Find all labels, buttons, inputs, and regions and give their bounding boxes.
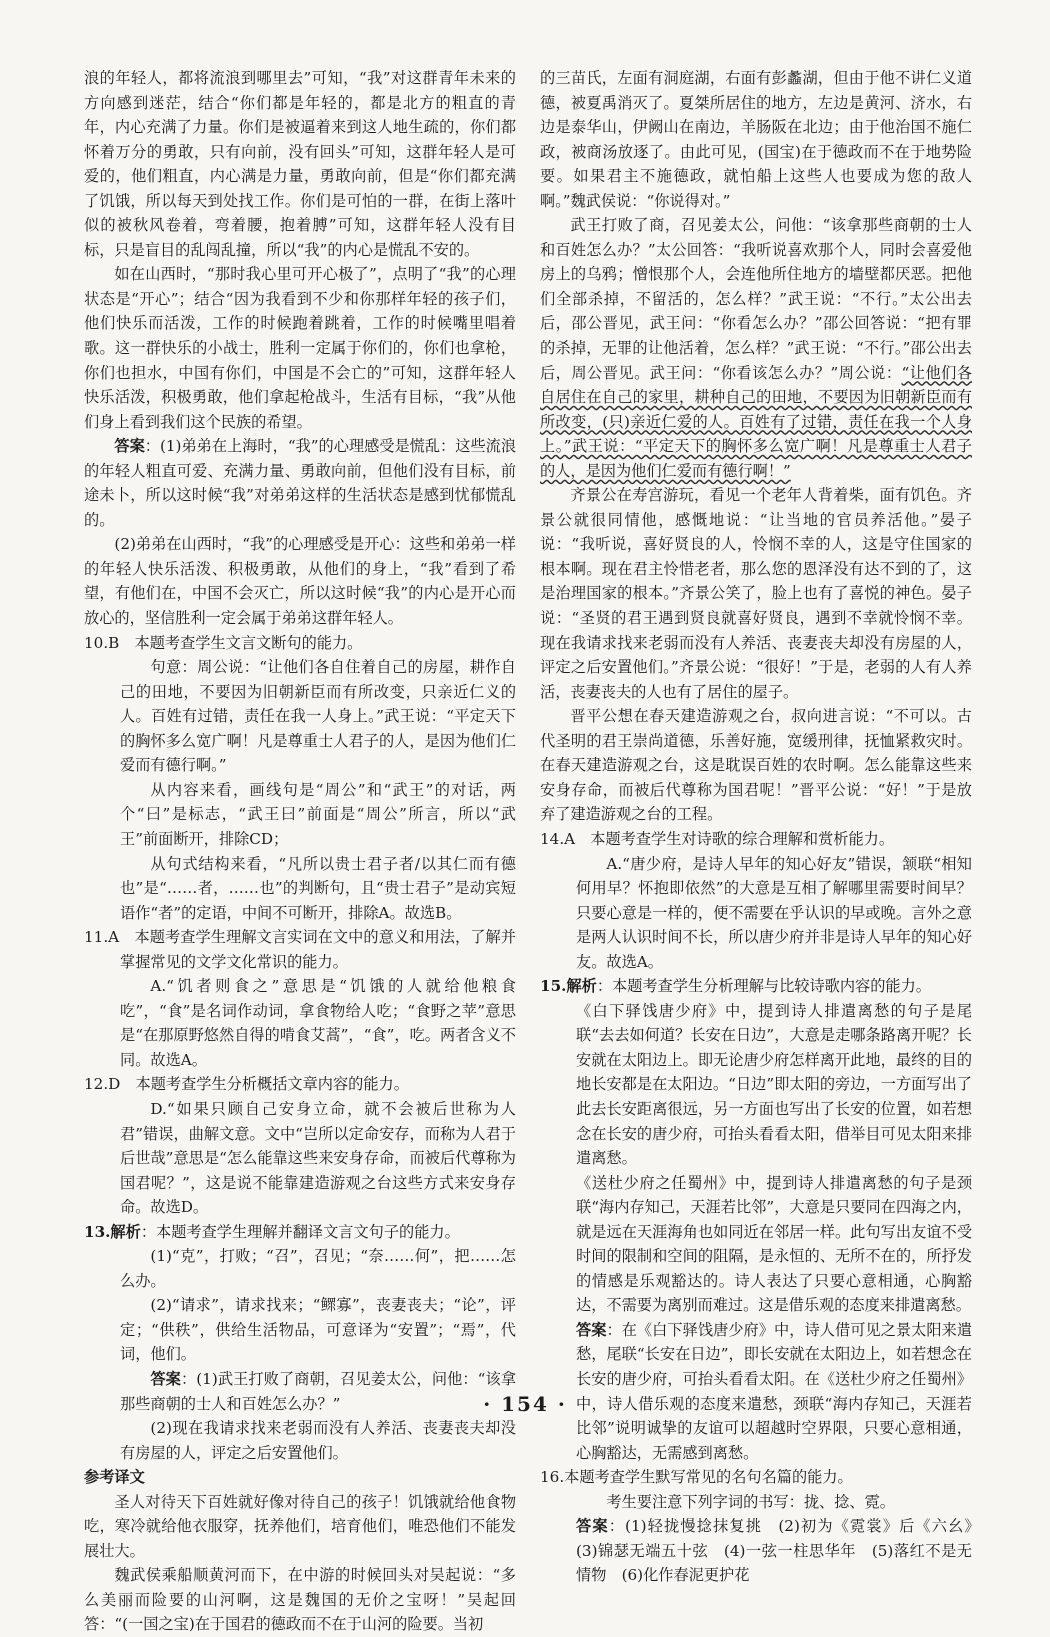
q13-analysis-1: (1)“克”，打败；“召”，召见；“奈……何”，把……怎么办。 (120, 1247, 516, 1290)
q10-content-analysis: 从内容来看，画线句是“周公”和“武王”的对话，两个“曰”是标志，“武王曰”前面是“周公”所言，所以“武王”前面断开，排除CD； (120, 780, 516, 848)
answer-label: 答案 (114, 437, 145, 456)
right-column (540, 66, 988, 1588)
q10-structure-analysis: 从句式结构来看，“凡所以贵士君子者/以其仁而有德也”是“……者，……也”的判断句，且“贵士君子”是动宾短语作“者”的定语，中间不可断开，排除A。故选B。 (120, 854, 516, 922)
reference-translation-p2: 魏武侯乘船顺黄河而下，在中游的时候回头对吴起说：“多么美丽而险要的山河啊，这是魏国的无价之宝呀！”吴起回答：“(一国之宝)在于国君的德政而不在于山河的险要。当初 (84, 1566, 516, 1634)
answer-label: 答案 (576, 1517, 609, 1536)
q16-heading: 16.本题考查学生默写常见的名句名篇的能力。 (540, 1468, 853, 1487)
answer-label: 答案 (576, 1320, 607, 1339)
q15-analysis-1: 《白下驿饯唐少府》中，提到诗人排遣离愁的句子是尾联“去去如何道？长安在日边”，大意是走哪条路离开呢？长安就在太阳边上。即无论唐少府怎样离开此地，最终的目的地长安都是在太阳边。“日边”即太阳的旁边，一方面写出了此去长安距离很远，另一方面也写出了长安的位置，如若想念在长安的唐少府，可抬头看看太阳，借举目可见太阳来排遣离愁。 (576, 1001, 972, 1168)
translation-jinggong: 齐景公在寿宫游玩，看见一个老年人背着柴，面有饥色。齐景公就很同情他，感慨地说：“让当地的官员养活他。”晏子说：“我听说，喜好贤良的人，怜悯不幸的人，这是守住国家的根本啊。现在君主怜惜老者，那么您的恩泽没有达不到的了，这是治理国家的根本。”齐景公笑了，脸上也有了喜悦的神色。晏子说：“圣贤的君王遇到贤良就喜好贤良，遇到不幸就怜悯不幸。现在我请求找来老弱而没有人养活、丧妻丧夫却没有房屋的人，评定之后安置他们。”齐景公说：“很好！”于是，老弱的人有人养活，丧妻丧夫的人也有了居住的屋子。 (540, 486, 972, 701)
q12-analysis: D.“如果只顾自己安身立命，就不会被后世称为人君”错误，曲解文意。文中“岂所以定命安存，而称为人君于后世哉”意思是“怎么能靠这些来安身存命，而被后代尊称为国君呢？”，这是说不能靠建造游观之台这些方式来安身存命。故选D。 (120, 1099, 516, 1217)
underlined-sentence: “让他们各自居住在自己的家里，耕种自己的田地，不要因为旧朝新臣而有所改变，(只)亲近仁爱的人。百姓有了过错，责任在我一个人身上。”武王说：“平定天下的胸怀多么宽广啊！凡是尊重士人君子的人，是因为他们仁爱而有德行啊！” (540, 363, 973, 480)
translation-wuwang: 武王打败了商，召见姜太公，问他：“该拿那些商朝的士人和百姓怎么办？”太公回答：“我听说喜欢那个人，同时会喜爱他房上的乌鸦；憎恨那个人，会连他所住地方的墙壁都厌恶。把他们全部杀掉，不留活的，怎么样？”武王说：“不行。”太公出去后，邵公晋见，武王问：“你看怎么办？”邵公回答说：“把有罪的杀掉，无罪的让他活着，怎么样？”武王说：“不行。”邵公出去后，周公晋见。武王问：“你看该怎么办？”周公说：“让他们各自居住在自己的家里，耕种自己的田地，不要因为旧朝新臣而有所改变，(只)亲近仁爱的人。百姓有了过错，责任在我一个人身上。”武王说：“平定天下的胸怀多么宽广啊！凡是尊重士人君子的人，是因为他们仁爱而有德行啊！” (540, 216, 973, 480)
q12-heading: 12.D 本题考查学生分析概括文章内容的能力。 (84, 1075, 409, 1094)
q9-analysis-shanghai: 浪的年轻人，都将流浪到哪里去”可知，“我”对这群青年未来的方向感到迷茫，结合“你们都是年轻的，都是北方的粗直的青年，内心充满了力量。你们是被逼着来到这人地生疏的，你们都怀着万分的勇敢，只有向前，没有回头”可知，这群年轻人是可爱的，他们粗直，内心满是力量，勇敢向前，但是“你们都充满了饥饿，所以每天到处找工作。你们是可怕的一群，在街上落叶似的被秋风卷着，弯着腰，抱着膊”可知，这群年轻人没有目标，只是盲目的乱闯乱撞，所以“我”的内心是慌乱不安的。 (84, 69, 516, 259)
q13-answer-2: (2)现在我请求找来老弱而没有人养活、丧妻丧夫却没有房屋的人，评定之后安置他们。 (120, 1419, 516, 1462)
q15-heading: 15.解析：本题考查学生分析理解与比较诗歌内容的能力。 (540, 977, 931, 996)
q9-answer-2: (2)弟弟在山西时，“我”的心理感受是开心：这些和弟弟一样的年轻人快乐活泼、积极勇敢，从他们的身上，“我”看到了希望，有他们在，中国不会灭亡，所以这时候“我”的内心是开心而放心的，坚信胜利一定会属于弟弟这群年轻人。 (84, 535, 516, 628)
q13-analysis-2: (2)“请求”，请求找来；“鳏寡”，丧妻丧夫；“论”，评定；“供秩”，供给生活物品，可意译为“安置”；“焉”，代词，他们。 (120, 1296, 516, 1364)
q9-answer-1: 答案：(1)弟弟在上海时，“我”的心理感受是慌乱：这些流浪的年轻人粗直可爱、充满力量、勇敢向前，但他们没有目标，前途未卜，所以这时候“我”对弟弟这样的生活状态是感到忧郁慌乱的。 (84, 437, 517, 529)
q11-analysis: A.“饥者则食之”意思是“饥饿的人就给他粮食吃”，“食”是名词作动词，拿食物给人吃；“食野之苹”意思是“在那原野悠然自得的啃食艾蒿”，“食”，吃。两者含义不同。故选A。 (120, 977, 516, 1069)
q13-answer-1: 答案：(1)武王打败了商朝，召见姜太公，问他：“该拿那些商朝的士人和百姓怎么办？” (120, 1369, 517, 1413)
translation-pinggong: 晋平公想在春天建造游观之台，叔向进言说：“不可以。古代圣明的君王崇尚道德，乐善好施，宽缓刑律，抚恤紧救灾时。在春天建造游观之台，这是耽误百姓的农时啊。怎么能靠这些来安身存命，而被后代尊称为国君呢！”晋平公说：“好！”于是放弃了建造游观之台的工程。 (540, 707, 972, 824)
translation-continued: 的三苗氏，左面有洞庭湖，右面有彭蠡湖，但由于他不讲仁义道德，被夏禹消灭了。夏桀所居住的地方，左边是黄河、济水，右边是泰华山，伊阙山在南边，羊肠阪在北边；由于他治国不施仁政，被商汤放逐了。由此可见，(国宝)在于德政而不在于地势险要。如果君主不施德政，就怕船上这些人也要成为您的敌人啊。”魏武侯说：“你说得对。” (540, 69, 972, 210)
q15-analysis-2: 《送杜少府之任蜀州》中，提到诗人排遣离愁的句子是颈联“海内存知己，天涯若比邻”，大意是只要同在四海之内，就是远在天涯海角也如同近在邻居一样。此句写出友谊不受时间的限制和空间的阻隔，是永恒的、无所不在的，所抒发的情感是乐观豁达的。诗人表达了只要心意相通，心胸豁达，不需要为离别而难过。这是借乐观的态度来排遣离愁。 (576, 1173, 972, 1315)
q10-sentence-meaning: 句意：周公说：“让他们各自住着自己的房屋，耕作自己的田地，不要因为旧朝新臣而有所改变，只亲近仁义的人。百姓有过错，责任在我一人身上。”武王说：“平定天下的胸怀多么宽广啊！凡是尊重士人君子的人，是因为他们仁爱而有德行啊。” (120, 658, 516, 775)
q11-heading: 11.A 本题考查学生理解文言实词在文中的意义和用法，了解并掌握常见的文学文化常识的能力。 (84, 928, 516, 971)
answer-label: 答案 (150, 1369, 181, 1388)
page-number: · 154 · (483, 1392, 567, 1416)
q16-answer: 答案：(1)轻拢慢捻抹复挑 (2)初为《霓裳》后《六幺》 (3)锦瑟无端五十弦 (4)一弦一柱思华年 (5)落红不是无情物 (6)化作春泥更护花 (576, 1517, 988, 1585)
q15-answer: 答案：在《白下驿饯唐少府》中，诗人借可见之景太阳来遣愁，尾联“长安在日边”，即长安就在太阳边上，如若想念在长安的唐少府，可抬头看看太阳。在《送杜少府之任蜀州》中，诗人借乐观的态度来遣愁，颈联“海内存知己，天涯若比邻”说明诚挚的友谊可以超越时空界限，只要心意相通，心胸豁达，无需感到离愁。 (576, 1320, 973, 1462)
q16-note: 考生要注意下列字词的书写：拢、捻、霓。 (606, 1492, 895, 1511)
reference-translation-title: 参考译文 (84, 1468, 145, 1487)
q9-analysis-shanxi: 如在山西时，“那时我心里可开心极了”，点明了“我”的心理状态是“开心”；结合“因为我看到不少和你那样年轻的孩子们，他们快乐而活泼，工作的时候跑着跳着，工作的时候嘴里唱着歌。这一群快乐的小战士，胜利一定属于你们的，你们也拿枪，你们也担水，中国有你们，中国是不会亡的”可知，这群年轻人快乐活泼，积极勇敢，他们拿起枪战斗，生活有目标，“我”从他们身上看到我们这个民族的希望。 (84, 265, 516, 431)
reference-translation-p1: 圣人对待天下百姓就好像对待自己的孩子！饥饿就给他食物吃，寒冷就给他衣服穿，抚养他们，培育他们，唯恐他们不能发展壮大。 (84, 1492, 516, 1560)
q10-heading: 10.B 本题考查学生文言文断句的能力。 (84, 633, 363, 652)
q13-heading: 13.解析：本题考查学生理解并翻译文言文句子的能力。 (84, 1222, 460, 1241)
q14-analysis: A.“唐少府，是诗人早年的知心好友”错误，颔联“相知何用早？怀抱即依然”的大意是互相了解哪里需要时间早？只要心意是一样的，便不需要在乎认识的早或晚。言外之意是两人认识时间不长，所以唐少府并非是诗人早年的知心好友。故选A。 (576, 854, 972, 971)
q14-heading: 14.A 本题考查学生对诗歌的综合理解和赏析能力。 (540, 829, 895, 848)
